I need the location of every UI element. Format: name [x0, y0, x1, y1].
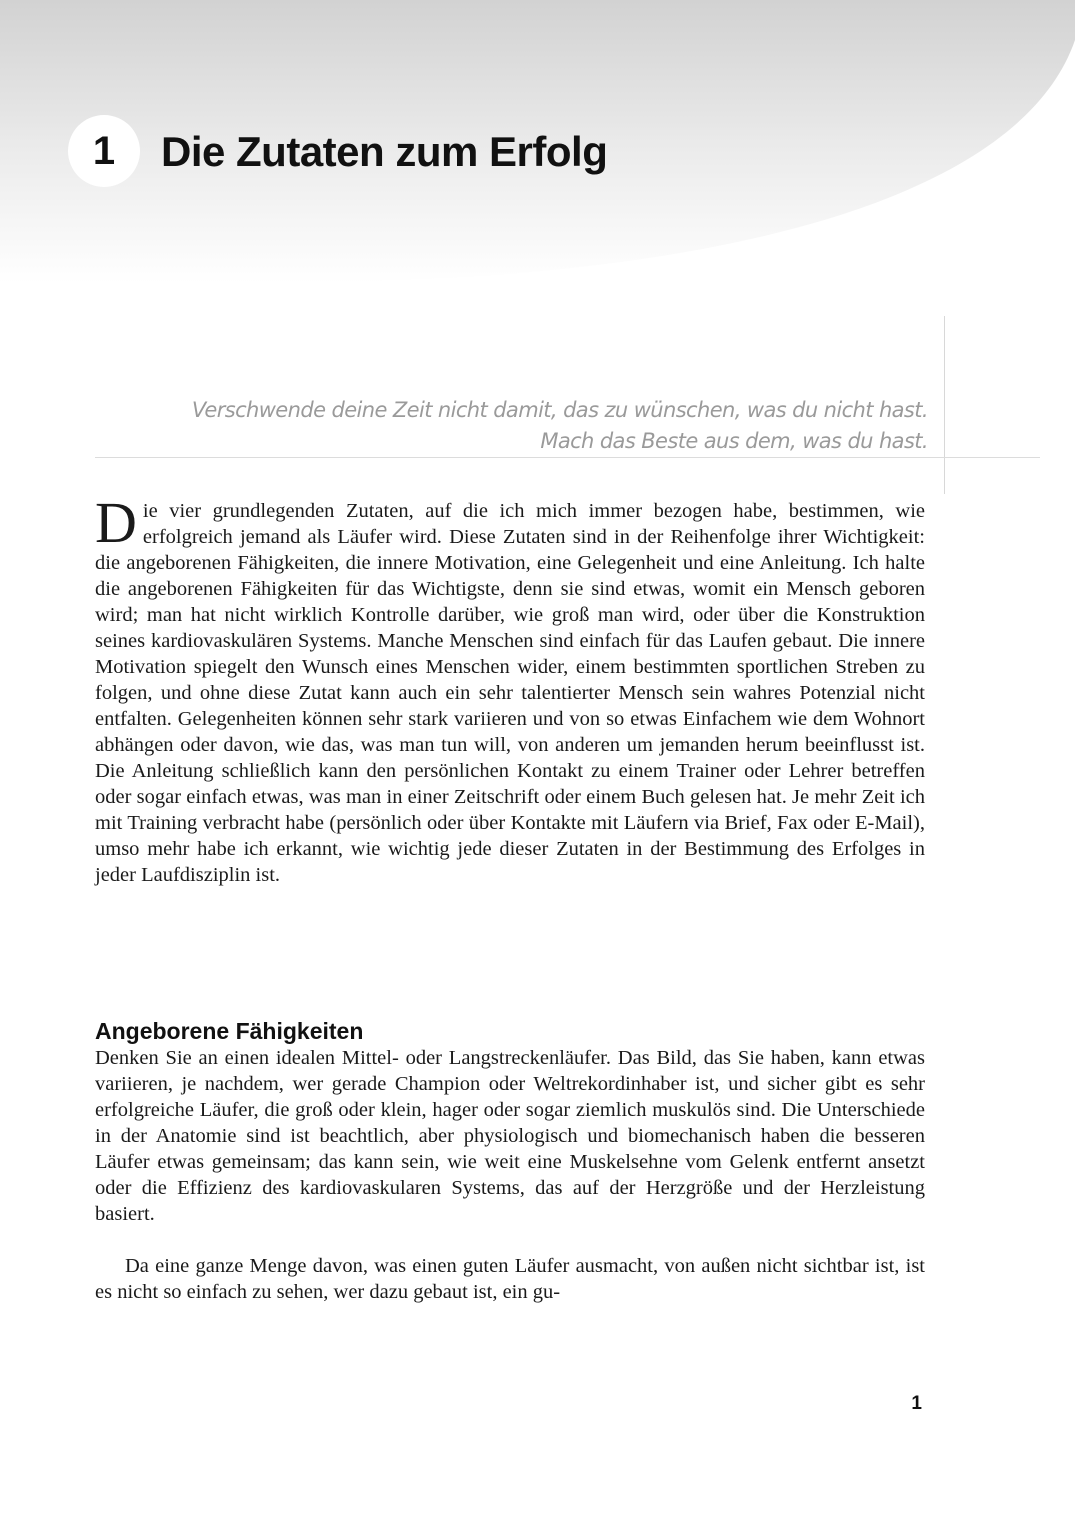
section-heading: Angeborene Fähigkeiten — [95, 1018, 364, 1044]
chapter-number-badge — [68, 115, 140, 187]
epigraph-line-1: Verschwende deine Zeit nicht damit, das zu wünschen, was du nicht hast. — [191, 398, 928, 422]
intro-paragraph — [95, 490, 925, 888]
epigraph-quote — [150, 395, 928, 457]
chapter-title: Die Zutaten zum Erfolg — [161, 128, 608, 175]
chapter-number: 1 — [92, 128, 116, 173]
page-number: 1 — [911, 1393, 922, 1414]
horizontal-divider — [95, 457, 1040, 458]
vertical-divider — [944, 316, 945, 494]
epigraph-line-2: Mach das Beste aus dem, was du hast. — [540, 429, 928, 453]
section-paragraph-2: Da eine ganze Menge davon, was einen guten Läufer ausmacht, von außen nicht sichtbar ist, ist es nicht so einfach zu sehen, wer dazu gebaut ist, ein gu- — [95, 1255, 925, 1303]
intro-text: ie vier grundlegenden Zutaten, auf die ich mich immer bezogen habe, bestimmen, wie erfolgreich jemand als Läufer wird. Diese Zutaten sind in der Reihenfolge ihrer Wichtigkeit: die angeborenen Fähigkeiten, die innere Motivation, eine Gelegenheit und eine Anleitung. Ich halte die angeborenen Fähigkeiten für das Wichtigste, denn sie sind etwas, womit ein Mensch geboren wird; man hat nicht wirklich Kontrolle darüber, wie groß man wird, oder über die Konstruktion seines kardiovaskulären Systems. Manche Menschen sind einfach für das Laufen gebaut. Die innere Motivation spiegelt den Wunsch eines Menschen wider, einem bestimmten sportlichen Streben zu folgen, und ohne diese Zutat kann auch ein sehr talentierter Mensch sein wahres Potenzial nicht entfalten. Gelegenheiten können sehr stark variieren und von so etwas Einfachem wie dem Wohnort abhängen oder davon, wie das, was man tun will, von anderen um jemanden herum beeinflusst ist. Die Anleitung schließlich kann den persönlichen Kontakt zu einem Trainer oder Lehrer betreffen oder sogar einfach etwas, was man in einer Zeitschrift oder einem Buch gelesen hat. Je mehr Zeit ich mit Training verbracht habe (persönlich oder über Kontakte mit Läufern via Brief, Fax oder E-Mail), umso mehr habe ich erkannt, wie wichtig jede dieser Zutaten in der Bestimmung des Erfolges in jeder Laufdisziplin ist. — [95, 500, 925, 886]
section-paragraph-1: Denken Sie an einen idealen Mittel- oder Langstreckenläufer. Das Bild, das Sie haben, kann etwas variieren, je nachdem, wer gerade Champion oder Weltrekordinhaber ist, und sicher gibt es sehr erfolgreiche Läufer, die groß oder klein, hager oder sogar ziemlich muskulös sind. Die Unterschiede in der Anatomie sind ist beachtlich, aber physiologisch und biomechanisch haben die besseren Läufer etwas gemeinsam; das kann sein, wie weit eine Muskelsehne vom Gelenk entfernt ansetzt oder die Effizienz des kardiovaskularen Systems, das auf der Herzgröße und der Herzleistung basiert. — [95, 1047, 925, 1225]
drop-cap: D — [95, 490, 137, 555]
